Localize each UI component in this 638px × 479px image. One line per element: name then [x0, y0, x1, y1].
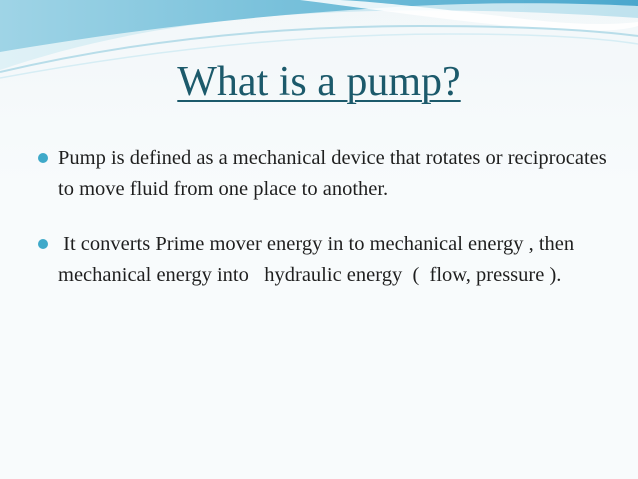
- bullet-item: [36, 143, 616, 205]
- bullet-dot-icon: [38, 239, 48, 249]
- bullet-list: [36, 143, 616, 291]
- bullet-dot-icon: [38, 153, 48, 163]
- bullet-text: It converts Prime mover energy in to mechanical energy , then mechanical energy into hydraulic energy ( flow, pressure ).: [58, 233, 580, 286]
- bullet-item: [36, 229, 616, 291]
- slide-title: What is a pump?: [177, 59, 461, 105]
- bullet-text: Pump is defined as a mechanical device that rotates or reciprocates to move fluid from one place to another.: [58, 147, 617, 200]
